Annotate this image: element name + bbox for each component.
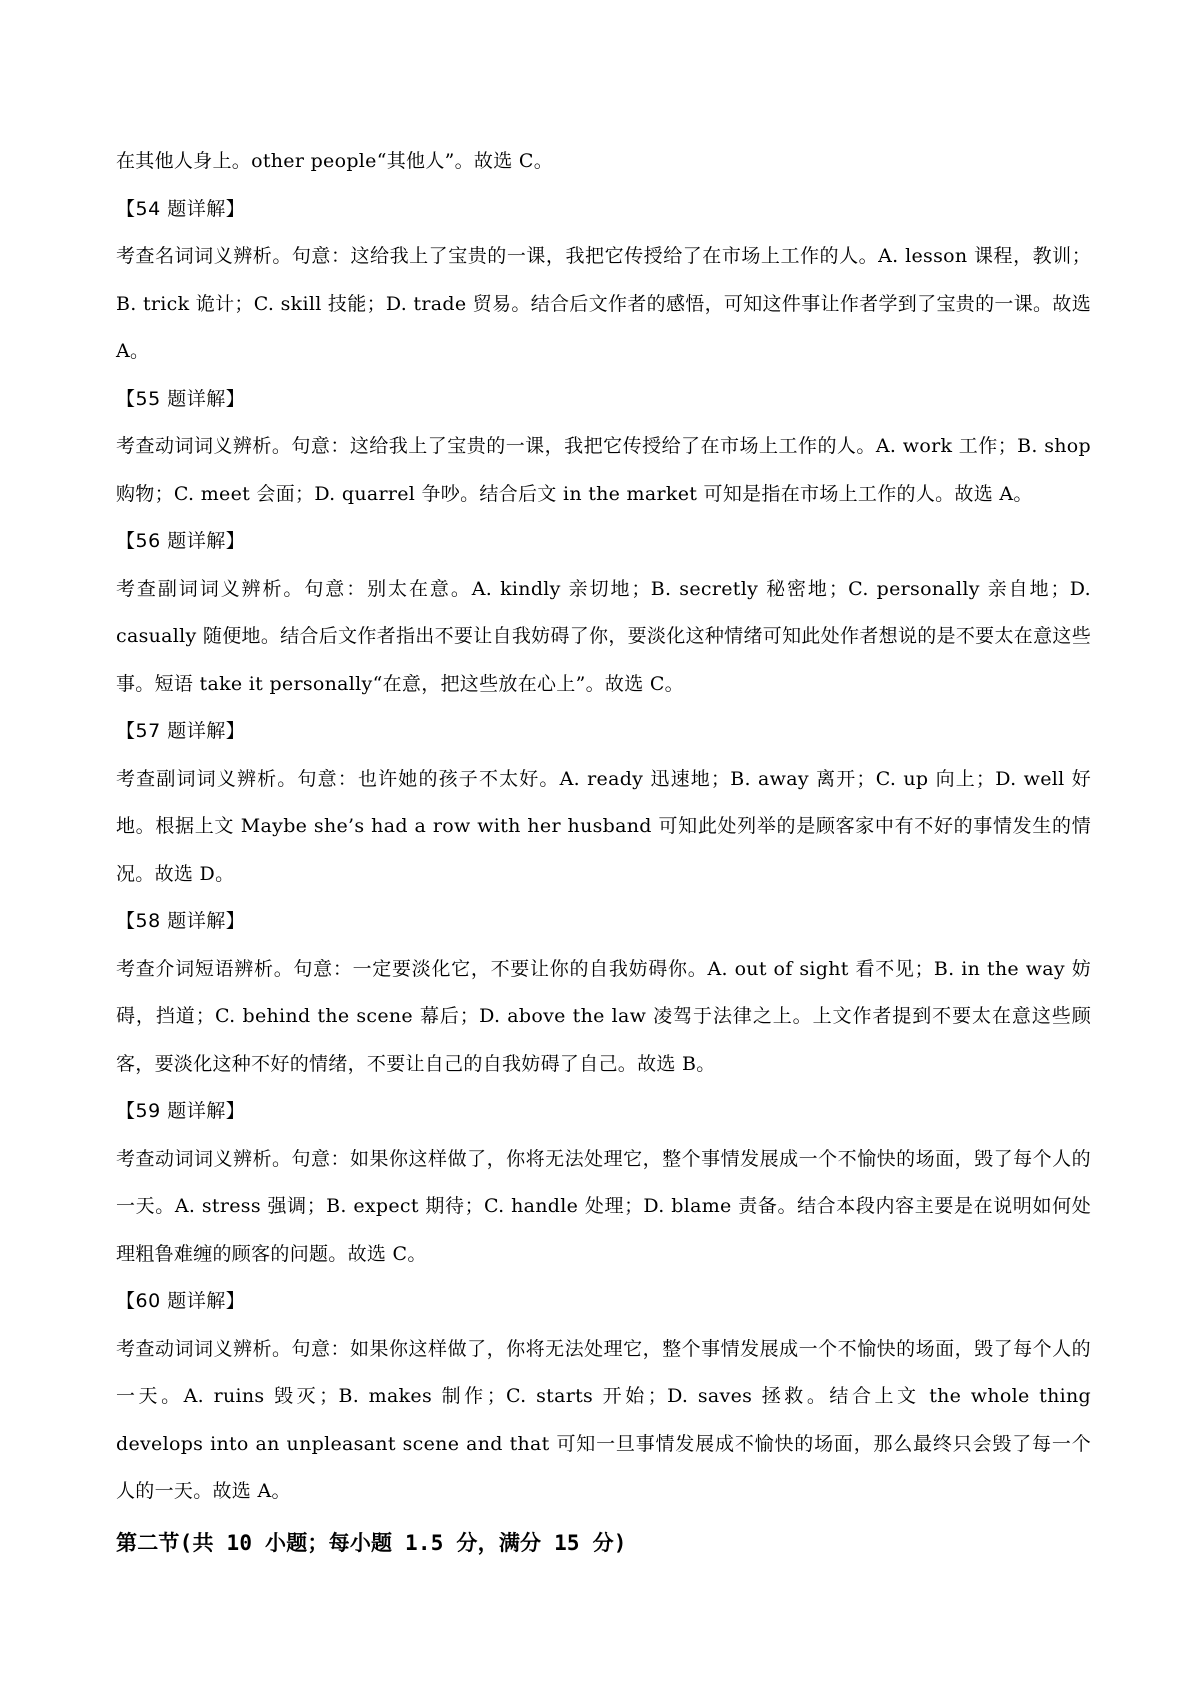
paragraph-q56: 考查副词词义辨析。句意：别太在意。A. kindly 亲切地；B. secretly 秘密地；C. personally 亲自地；D. casually 随便地。结合后文作者指出不要让自我妨碍了你，要淡化这种情绪可知此处作者想说的是不要太在意这些事。短语 take it personally“在意，把这些放在心上”。故选 C。 [116,577,1091,695]
heading-q55: 【55 题详解】 [116,387,246,410]
paragraph-q54: 考查名词词义辨析。句意：这给我上了宝贵的一课，我把它传授给了在市场上工作的人。A. lesson 课程，教训；B. trick 诡计；C. skill 技能；D. trade 贸易。结合后文作者的感悟，可知这件事让作者学到了宝贵的一课。故选 A。 [116,245,1091,362]
heading-q57: 【57 题详解】 [116,720,246,742]
paragraph-53-tail: 在其他人身上。other people“其他人”。故选 C。 [116,150,554,172]
paragraph-q59: 考查动词词义辨析。句意：如果你这样做了，你将无法处理它，整个事情发展成一个不愉快的场面，毁了每个人的一天。A. stress 强调；B. expect 期待；C. handle 处理；D. blame 责备。结合本段内容主要是在说明如何处理粗鲁难缠的顾客的问题。故选 C。 [116,1147,1091,1265]
document-page [116,138,1091,1568]
heading-q56: 【56 题详解】 [116,530,246,552]
heading-q58: 【58 题详解】 [116,910,246,932]
heading-q59: 【59 题详解】 [116,1100,246,1122]
paragraph-q55: 考查动词词义辨析。句意：这给我上了宝贵的一课，我把它传授给了在市场上工作的人。A. work 工作；B. shop 购物；C. meet 会面；D. quarrel 争吵。结合后文 in the market 可知是指在市场上工作的人。故选 A。 [116,435,1091,505]
paragraph-q57: 考查副词词义辨析。句意：也许她的孩子不太好。A. ready 迅速地；B. away 离开；C. up 向上；D. well 好地。根据上文 Maybe she’s had a row with her husband 可知此处列举的是顾客家中有不好的事情发生的情况。故选 D。 [116,767,1091,885]
paragraph-q58: 考查介词短语辨析。句意：一定要淡化它，不要让你的自我妨碍你。A. out of sight 看不见；B. in the way 妨碍，挡道；C. behind the scene 幕后；D. above the law 凌驾于法律之上。上文作者提到不要太在意这些顾客，要淡化这种不好的情绪，不要让自己的自我妨碍了自己。故选 B。 [116,957,1091,1075]
heading-q60: 【60 题详解】 [116,1290,246,1312]
paragraph-q60: 考查动词词义辨析。句意：如果你这样做了，你将无法处理它，整个事情发展成一个不愉快的场面，毁了每个人的一天。A. ruins 毁灭；B. makes 制作；C. starts 开始；D. saves 拯救。结合上文 the whole thing develops into an unpleasant scene and that 可知一旦事情发展成不愉快的场面，那么最终只会毁了每一个人的一天。故选 A。 [116,1337,1091,1502]
section-title: 第二节(共 10 小题；每小题 1.5 分，满分 15 分) [116,1530,627,1555]
heading-q54: 【54 题详解】 [116,197,246,220]
